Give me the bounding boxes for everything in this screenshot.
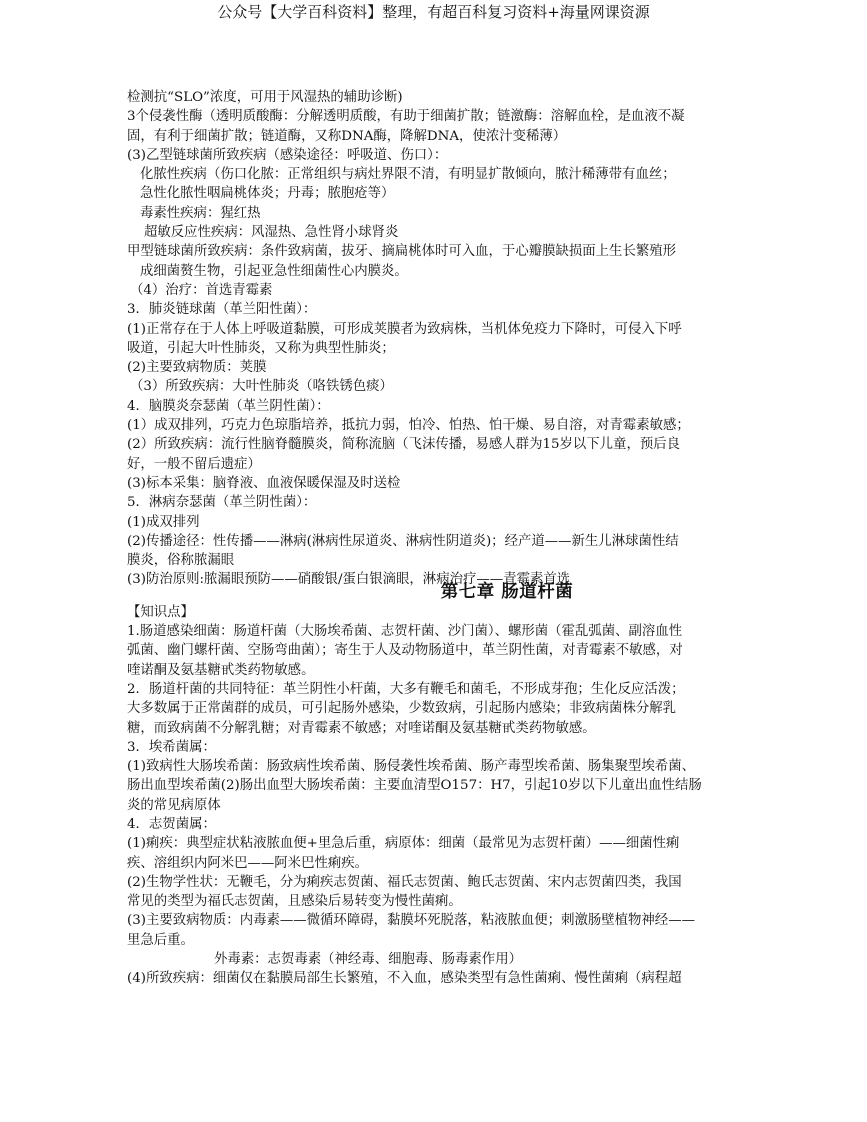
text-line: (3)乙型链球菌所致疾病（感染途径：呼吸道、伤口）： — [127, 147, 448, 163]
text-line: 急性化脓性咽扁桃体炎；丹毒；脓胞疮等） — [140, 186, 395, 202]
text-line: 大多数属于正常菌群的成员，可引起肠外感染，少数致病，引起肠内感染；非致病菌株分解乳 — [127, 701, 677, 717]
text-line: 化脓性疾病（伤口化脓：正常组织与病灶界限不清，有明显扩散倾向，脓汁稀薄带有血丝； — [140, 167, 676, 183]
text-line: 4．志贺菌属： — [127, 816, 216, 832]
text-line: 毒素性疾病：猩红热 — [140, 205, 261, 221]
text-line: (3)标本采集：脑脊液、血液保暖保湿及时送检 — [127, 475, 401, 491]
text-line: 常见的类型为福氏志贺菌，且感染后易转变为慢性菌痢。 — [127, 894, 462, 910]
text-line: 外毒素：志贺毒素（神经毒、细胞毒、肠毒素作用） — [214, 952, 522, 968]
text-line: (1)成双排列 — [127, 514, 200, 530]
text-line: (4)所致疾病：细菌仅在黏膜局部生长繁殖，不入血，感染类型有急性菌痢、慢性菌痢（病程超 — [127, 971, 682, 987]
text-line: 炎的常见病原体 — [127, 797, 221, 813]
text-line: 2．肠道杆菌的共同特征：革兰阴性小杆菌，大多有鞭毛和菌毛，不形成芽孢；生化反应活泼； — [127, 681, 685, 697]
text-line: (1）成双排列，巧克力色琼脂培养，抵抗力弱，怕冷、怕热、怕干燥、易自溶，对青霉素敏感； — [127, 418, 690, 434]
text-line: (1)正常存在于人体上呼吸道黏膜，可形成荚膜者为致病株，当机体免疫力下降时，可侵入下呼 — [127, 321, 682, 337]
text-line: (3)主要致病物质：内毒素——微循环障碍，黏膜坏死脱落，粘液脓血便；刺激肠壁植物神经—— — [127, 913, 695, 929]
text-line: 吸道，引起大叶性肺炎，又称为典型性肺炎； — [127, 340, 395, 356]
text-line: (1)致病性大肠埃希菌：肠致病性埃希菌、肠侵袭性埃希菌、肠产毒型埃希菌、肠集聚型埃希菌、 — [127, 759, 695, 775]
text-line: 好，一般不留后遗症） — [127, 456, 261, 472]
text-line: 膜炎，俗称脓漏眼 — [127, 553, 235, 569]
text-line: 【知识点】 — [127, 604, 194, 620]
text-line: (1)痢疾：典型症状粘液脓血便+里急后重，病原体：细菌（最常见为志贺杆菌）——细菌性痢 — [127, 836, 680, 852]
text-line: 弧菌、幽门螺杆菌、空肠弯曲菌）；寄生于人及动物肠道中，革兰阴性菌，对青霉素不敏感，对 — [127, 643, 683, 659]
text-line: 固，有利于细菌扩散；链道酶，又称DNA酶，降解DNA，使浓汁变稀薄） — [127, 128, 567, 144]
text-line: 甲型链球菌所致疾病：条件致病菌，拔牙、摘扁桃体时可入血，于心瓣膜缺损面上生长繁殖形 — [127, 244, 677, 260]
text-line: 糖，而致病菌不分解乳糖；对青霉素不敏感；对喹诺酮及氨基糖甙类药物敏感。 — [127, 720, 596, 736]
text-line: 里急后重。 — [127, 932, 194, 948]
text-line: 肠出血型埃希菌(2)肠出血型大肠埃希菌：主要血清型O157：H7，引起10岁以下儿童出血性结肠 — [127, 778, 702, 794]
text-line: (2)生物学性状：无鞭毛，分为痢疾志贺菌、福氏志贺菌、鲍氏志贺菌、宋内志贺菌四类，我国 — [127, 874, 682, 890]
text-line: (2）所致疾病：流行性脑脊髓膜炎，简称流脑（飞沫传播，易感人群为15岁以下儿童，预后良 — [127, 437, 681, 453]
text-line: (2)主要致病物质：荚膜 — [127, 360, 267, 376]
text-line: (3)防治原则:脓漏眼预防——硝酸银/蛋白银滴眼，淋病治疗——青霉素首选 — [127, 572, 571, 588]
page-header-banner: 公众号【大学百科资料】整理，有超百科复习资料+海量网课资源 — [217, 3, 650, 21]
text-line: 4．脑膜炎奈瑟菌（革兰阴性菌）： — [127, 398, 330, 414]
text-line: 5．淋病奈瑟菌（革兰阴性菌）： — [127, 495, 317, 511]
text-line: 3．肺炎链球菌（革兰阳性菌）： — [127, 302, 317, 318]
text-line: （4）治疗：首选青霉素 — [130, 282, 273, 298]
text-line: 超敏反应性疾病：风湿热、急性肾小球肾炎 — [144, 225, 399, 241]
document-body — [127, 88, 747, 989]
text-line: 喹诺酮及氨基糖甙类药物敏感。 — [127, 662, 315, 678]
text-line: 疾、溶组织内阿米巴——阿米巴性痢疾。 — [127, 855, 369, 871]
text-line: 3个侵袭性酶（透明质酸酶：分解透明质酸，有助于细菌扩散；链激酶：溶解血栓，是血液不凝 — [127, 109, 685, 125]
text-line: (2)传播途径：性传播——淋病(淋病性尿道炎、淋病性阴道炎)；经产道——新生儿淋球菌性结 — [127, 533, 679, 549]
chapter-title: 第七章 肠道杆菌 — [440, 581, 574, 602]
text-line: 检测抗“SLO”浓度，可用于风湿热的辅助诊断) — [127, 90, 403, 105]
text-line: （3）所致疾病：大叶性肺炎（咯铁锈色痰） — [130, 379, 393, 395]
text-line: 1.肠道感染细菌：肠道杆菌（大肠埃希菌、志贺杆菌、沙门菌）、螺形菌（霍乱弧菌、副溶血性 — [127, 624, 683, 640]
text-line: 3．埃希菌属： — [127, 739, 216, 755]
text-line: 成细菌赘生物，引起亚急性细菌性心内膜炎。 — [140, 263, 408, 279]
